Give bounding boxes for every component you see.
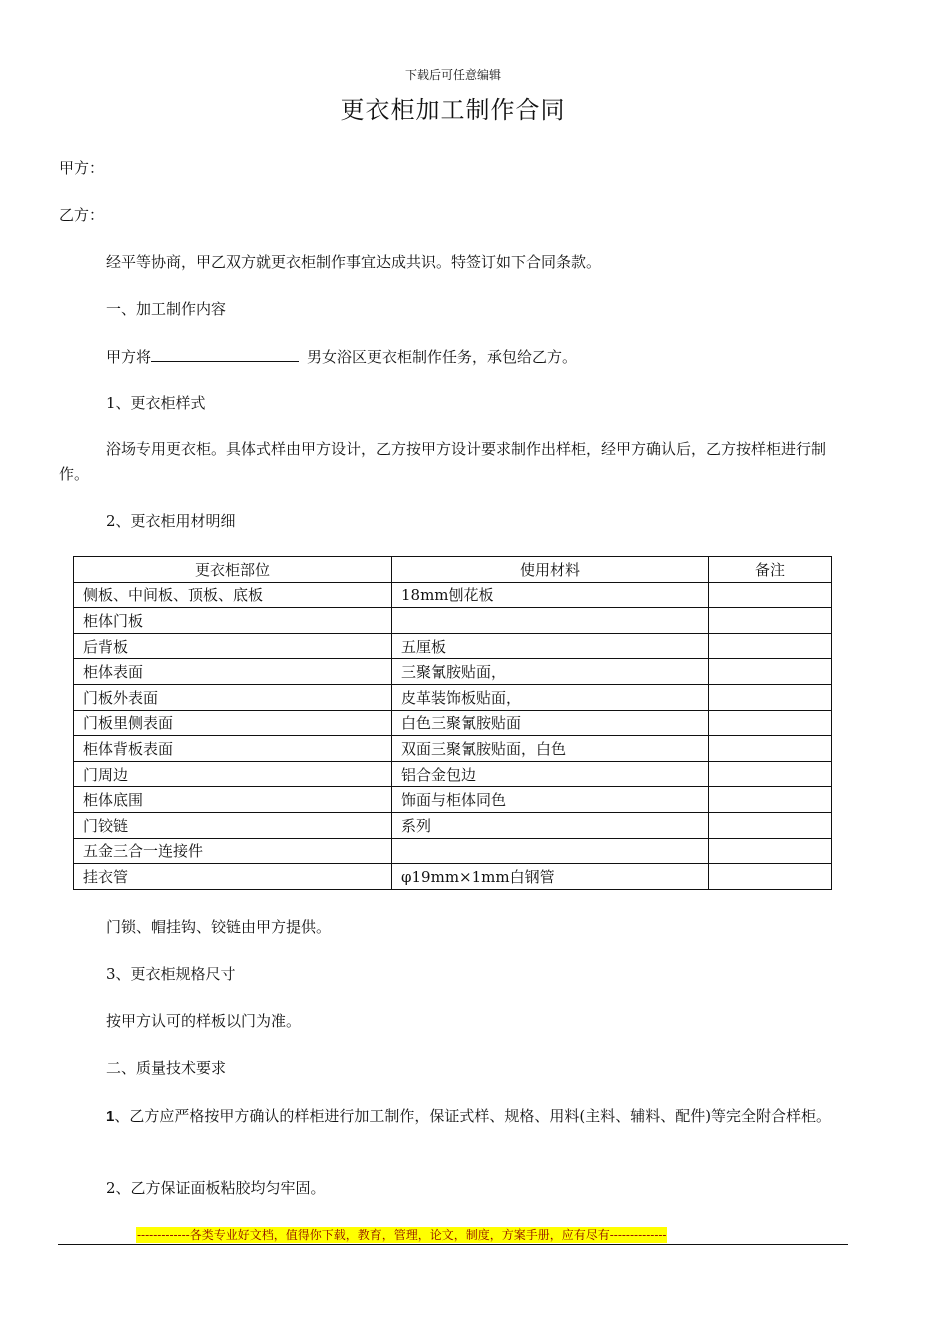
cell-part: 门铰链 (74, 812, 392, 838)
assignment-blank (151, 346, 299, 362)
party-b-label: 乙方： (59, 206, 105, 224)
section1-heading: 一、加工制作内容 (106, 300, 227, 318)
cell-remark (709, 864, 832, 890)
cell-material (392, 838, 709, 864)
footer-divider (58, 1244, 848, 1245)
cell-remark (709, 761, 832, 787)
assignment-line (106, 346, 577, 367)
table-row (74, 608, 832, 634)
cell-remark (709, 608, 832, 634)
party-a-label: 甲方： (59, 159, 105, 177)
table-row (74, 864, 832, 890)
quality-item-1-number: 1 (106, 1108, 115, 1125)
cell-remark (709, 659, 832, 685)
cell-material: 三聚氰胺贴面， (392, 659, 709, 685)
header-material: 使用材料 (392, 557, 709, 583)
cell-part: 门周边 (74, 761, 392, 787)
table-row (74, 582, 832, 608)
quality-item-1-text: 、乙方应严格按甲方确认的样柜进行加工制作，保证式样、规格、用料(主料、辅料、配件)等完全附合样柜。 (114, 1107, 832, 1125)
cell-material (392, 608, 709, 634)
table-row (74, 659, 832, 685)
table-header-row (74, 557, 832, 583)
cell-remark (709, 684, 832, 710)
materials-table (73, 556, 832, 890)
cell-material: 皮革装饰板贴面， (392, 684, 709, 710)
table-row (74, 838, 832, 864)
item2-heading: 2、更衣柜用材明细 (106, 512, 236, 530)
cell-part: 门板外表面 (74, 684, 392, 710)
cell-material: 18mm刨花板 (392, 582, 709, 608)
cell-remark (709, 633, 832, 659)
item1-heading: 1、更衣柜样式 (106, 394, 206, 412)
table-row (74, 633, 832, 659)
cell-remark (709, 582, 832, 608)
item3-heading: 3、更衣柜规格尺寸 (106, 965, 236, 983)
quality-item-1 (59, 1104, 845, 1129)
cell-part: 柜体背板表面 (74, 736, 392, 762)
cell-material: 五厘板 (392, 633, 709, 659)
table-row (74, 812, 832, 838)
supply-note: 门锁、帽挂钩、铰链由甲方提供。 (106, 918, 332, 936)
item1-paragraph: 浴场专用更衣柜。具体式样由甲方设计，乙方按甲方设计要求制作出样柜，经甲方确认后，乙方按样柜进行制作。 (59, 440, 827, 483)
cell-part: 五金三合一连接件 (74, 838, 392, 864)
footer-banner: -------------各类专业好文档，值得你下载，教育，管理，论文，制度，方案手册，应有尽有-------------- (137, 1228, 667, 1242)
cell-material: 白色三聚氰胺贴面 (392, 710, 709, 736)
cell-part: 侧板、中间板、顶板、底板 (74, 582, 392, 608)
cell-part: 门板里侧表面 (74, 710, 392, 736)
section2-heading: 二、质量技术要求 (106, 1059, 227, 1077)
table-row (74, 761, 832, 787)
assignment-suffix: 男女浴区更衣柜制作任务，承包给乙方。 (307, 348, 578, 366)
cell-remark (709, 710, 832, 736)
cell-remark (709, 838, 832, 864)
cell-material: 饰面与柜体同色 (392, 787, 709, 813)
cell-part: 挂衣管 (74, 864, 392, 890)
item3-paragraph: 按甲方认可的样板以门为准。 (106, 1012, 302, 1030)
table-row (74, 736, 832, 762)
cell-remark (709, 787, 832, 813)
header-part: 更衣柜部位 (74, 557, 392, 583)
table-row (74, 710, 832, 736)
quality-item-2: 2、乙方保证面板粘胶均匀牢固。 (106, 1179, 326, 1197)
intro-paragraph: 经平等协商，甲乙双方就更衣柜制作事宜达成共识。特签订如下合同条款。 (106, 253, 602, 271)
document-title: 更衣柜加工制作合同 (340, 96, 566, 124)
header-note: 下载后可任意编辑 (404, 68, 501, 82)
cell-material: 双面三聚氰胺贴面，白色 (392, 736, 709, 762)
cell-material: 系列 (392, 812, 709, 838)
table-row (74, 684, 832, 710)
cell-part: 柜体门板 (74, 608, 392, 634)
cell-part: 柜体表面 (74, 659, 392, 685)
cell-remark (709, 812, 832, 838)
cell-material: φ19mm×1mm白钢管 (392, 864, 709, 890)
header-remark: 备注 (709, 557, 832, 583)
table-row (74, 787, 832, 813)
cell-part: 柜体底围 (74, 787, 392, 813)
cell-part: 后背板 (74, 633, 392, 659)
cell-material: 铝合金包边 (392, 761, 709, 787)
assignment-prefix: 甲方将 (106, 348, 152, 366)
cell-remark (709, 736, 832, 762)
